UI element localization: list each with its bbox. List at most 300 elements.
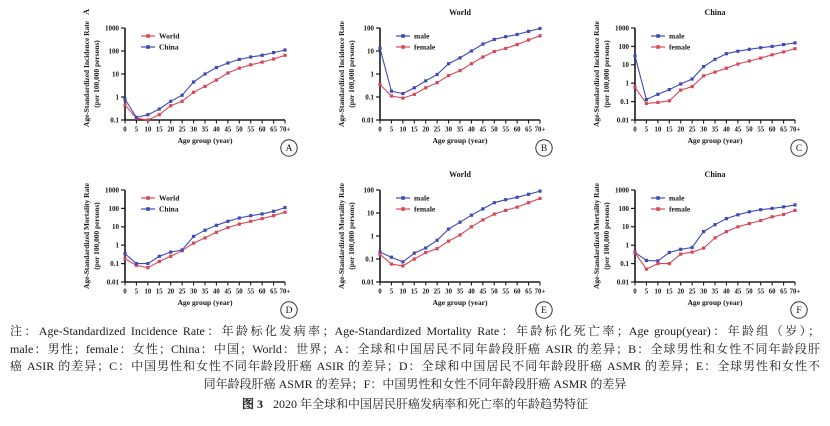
legend-marker — [146, 34, 150, 38]
series-male-marker — [645, 259, 648, 262]
series-female-marker — [527, 201, 530, 204]
legend-label: male — [669, 193, 685, 203]
legend-label: male — [414, 31, 430, 41]
series-World-marker — [123, 103, 126, 106]
series-female-marker — [679, 89, 682, 92]
series-female-marker — [424, 86, 427, 89]
x-tick-label: 35 — [711, 126, 719, 134]
series-China-marker — [135, 262, 138, 265]
panel-b — [300, 2, 562, 160]
x-tick-label: 55 — [247, 126, 255, 134]
x-tick-label: 30 — [700, 126, 707, 134]
panel-F-chart — [555, 164, 817, 322]
series-female-marker — [736, 225, 739, 228]
series-female-marker — [759, 57, 762, 60]
series-female-marker — [470, 225, 473, 228]
x-tick-label: 60 — [258, 288, 266, 296]
y-axis-label-line1: Age-Standardized Mortality Rate — [82, 183, 91, 289]
series-male-marker — [645, 98, 648, 101]
series-male-line — [380, 191, 540, 262]
series-female-marker — [378, 83, 381, 86]
series-female-marker — [771, 53, 774, 56]
x-tick-label: 0 — [123, 126, 127, 134]
x-tick-label: 20 — [167, 288, 175, 296]
series-World-marker — [283, 54, 286, 57]
x-tick-label: 65 — [270, 126, 277, 134]
x-tick-label: 60 — [513, 288, 521, 296]
series-female-marker — [527, 38, 530, 41]
series-male-marker — [436, 73, 439, 76]
series-male-marker — [481, 43, 484, 46]
y-tick-label: 1 — [625, 79, 629, 88]
x-tick-label: 40 — [723, 126, 730, 134]
y-tick-label: 10 — [622, 61, 629, 70]
x-tick-label: 55 — [757, 126, 765, 134]
y-axis-label-line1: Age-Standardized Incidence Rate — [82, 21, 91, 127]
series-male-marker — [782, 205, 785, 208]
series-World-marker — [123, 257, 126, 260]
series-female-marker — [538, 197, 541, 200]
x-tick-label: 45 — [734, 288, 742, 296]
legend-marker — [656, 207, 660, 211]
series-female-marker — [702, 74, 705, 77]
series-male-line — [635, 205, 795, 261]
legend-label: World — [159, 193, 180, 203]
x-tick-label: 35 — [201, 126, 209, 134]
panel-letter: C — [795, 144, 803, 155]
series-female-marker — [401, 264, 404, 267]
x-tick-label: 20 — [677, 126, 685, 134]
series-China-marker — [203, 229, 206, 232]
series-China-marker — [192, 80, 195, 83]
axes — [635, 28, 795, 120]
x-tick-label: 40 — [468, 288, 475, 296]
series-female-marker — [447, 240, 450, 243]
y-axis-label-line1: Age-Standardized Incidence Rate — [337, 21, 346, 127]
x-tick-label: 65 — [525, 126, 532, 134]
series-China-marker — [158, 255, 161, 258]
legend-label: female — [414, 42, 436, 52]
legend-marker — [656, 34, 660, 38]
series-China-marker — [123, 98, 126, 101]
series-World-marker — [203, 85, 206, 88]
series-female-marker — [713, 71, 716, 74]
x-tick-label: 15 — [155, 288, 163, 296]
panel-letter: A — [285, 144, 293, 155]
panel-e — [300, 164, 562, 322]
x-tick-label: 55 — [502, 126, 510, 134]
series-male-marker — [725, 52, 728, 55]
y-axis-label-line2: (per 100,000 persons) — [92, 40, 101, 108]
legend-label: female — [414, 204, 436, 214]
series-World-marker — [192, 91, 195, 94]
series-male-marker — [748, 48, 751, 51]
y-axis-label-line2: (per 100,000 persons) — [602, 202, 611, 270]
series-female-marker — [782, 50, 785, 53]
legend-marker — [401, 196, 405, 200]
series-female-marker — [668, 99, 671, 102]
series-World-marker — [169, 255, 172, 258]
series-World-marker — [215, 78, 218, 81]
series-China-marker — [261, 212, 264, 215]
series-World-marker — [215, 231, 218, 234]
series-China-marker — [169, 251, 172, 254]
series-World-marker — [238, 67, 241, 70]
x-tick-label: 30 — [445, 126, 452, 134]
legend-label: China — [159, 42, 179, 52]
series-male-marker — [691, 246, 694, 249]
x-tick-label: 15 — [410, 126, 418, 134]
series-World-line — [125, 212, 285, 268]
series-male-marker — [378, 47, 381, 50]
legend-marker — [146, 45, 150, 49]
series-female-marker — [725, 67, 728, 70]
x-tick-label: 65 — [270, 288, 277, 296]
series-China-marker — [226, 220, 229, 223]
legend-marker — [146, 207, 150, 211]
y-tick-label: 100 — [108, 204, 119, 213]
series-World-marker — [192, 242, 195, 245]
series-male-marker — [516, 33, 519, 36]
series-China-marker — [261, 54, 264, 57]
series-female-marker — [691, 251, 694, 254]
x-tick-label: 35 — [201, 288, 209, 296]
x-tick-label: 70+ — [279, 126, 291, 134]
series-male-marker — [633, 54, 636, 57]
legend-label: male — [669, 31, 685, 41]
series-China-marker — [158, 107, 161, 110]
x-tick-label: 50 — [235, 126, 243, 134]
x-tick-label: 60 — [768, 126, 776, 134]
x-tick-label: 45 — [224, 126, 232, 134]
series-female-marker — [645, 268, 648, 271]
y-tick-label: 100 — [363, 24, 374, 33]
series-female-marker — [504, 47, 507, 50]
series-male-marker — [481, 207, 484, 210]
series-female-marker — [390, 263, 393, 266]
axes — [635, 190, 795, 282]
series-male-marker — [470, 49, 473, 52]
series-China-marker — [283, 206, 286, 209]
x-tick-label: 5 — [134, 126, 139, 134]
panel-title: World — [449, 8, 471, 17]
x-tick-label: 50 — [745, 126, 753, 134]
legend-marker — [146, 196, 150, 200]
y-tick-label: 100 — [618, 204, 629, 213]
note-line-3: 癌 ASIR 的差异；C：中国男性和女性不同年龄段肝癌 ASIR 的差异；D：全球和中国居民不同年龄段肝癌 ASMR 的差异；E：全球男性和女性不 — [10, 359, 820, 373]
series-male-marker — [424, 79, 427, 82]
x-tick-label: 10 — [144, 288, 152, 296]
panel-title: China — [704, 8, 726, 17]
series-male-marker — [759, 46, 762, 49]
series-male-marker — [447, 62, 450, 65]
series-male-marker — [736, 50, 739, 53]
x-tick-label: 65 — [525, 288, 532, 296]
series-female-marker — [702, 247, 705, 250]
series-male-marker — [725, 217, 728, 220]
panel-C-chart — [555, 2, 817, 160]
x-tick-label: 25 — [433, 288, 441, 296]
x-tick-label: 65 — [780, 126, 787, 134]
legend-marker — [401, 207, 405, 211]
axis-top-mark: A — [82, 9, 91, 15]
y-tick-label: 100 — [108, 47, 119, 56]
panel-c — [555, 2, 817, 160]
series-female-marker — [748, 222, 751, 225]
y-axis-label-line1: Age-Standardized Mortality Rate — [592, 183, 601, 289]
series-female-marker — [447, 74, 450, 77]
series-female-marker — [633, 86, 636, 89]
series-female-marker — [633, 251, 636, 254]
legend-marker — [401, 45, 405, 49]
y-tick-label: 10 — [112, 70, 119, 79]
y-tick-label: 1000 — [615, 24, 629, 33]
series-female-marker — [645, 102, 648, 105]
series-male-marker — [702, 65, 705, 68]
x-tick-label: 50 — [235, 288, 243, 296]
series-female-marker — [793, 209, 796, 212]
series-World-marker — [272, 214, 275, 217]
series-female-marker — [401, 97, 404, 100]
x-tick-label: 70+ — [789, 288, 801, 296]
x-tick-label: 65 — [780, 288, 787, 296]
note-line-2: male：男性；female：女性；China：中国；World：世界；A：全球和中国居民不同年龄段肝癌 ASIR 的差异；B：全球男性和女性不同年龄段肝 — [10, 341, 820, 356]
series-male-marker — [390, 256, 393, 259]
panel-title: World — [449, 170, 471, 179]
series-World-marker — [283, 211, 286, 214]
x-tick-label: 40 — [468, 126, 475, 134]
x-tick-label: 45 — [479, 126, 487, 134]
x-tick-label: 35 — [456, 288, 464, 296]
series-female-marker — [424, 251, 427, 254]
x-axis-label: Age group (year) — [687, 136, 743, 145]
series-male-marker — [413, 86, 416, 89]
series-male-marker — [736, 213, 739, 216]
series-World-marker — [272, 57, 275, 60]
series-World-marker — [146, 266, 149, 269]
series-female-marker — [656, 101, 659, 104]
x-tick-label: 25 — [178, 288, 186, 296]
series-female-marker — [458, 233, 461, 236]
x-tick-label: 0 — [378, 126, 382, 134]
y-tick-label: 100 — [363, 186, 374, 195]
x-tick-label: 20 — [677, 288, 685, 296]
panel-letter: D — [285, 306, 293, 317]
x-tick-label: 45 — [224, 288, 232, 296]
x-tick-label: 0 — [378, 288, 382, 296]
figure-notes — [10, 323, 820, 414]
y-tick-label: 0.1 — [620, 260, 629, 268]
series-female-marker — [793, 47, 796, 50]
x-tick-label: 40 — [213, 126, 220, 134]
x-tick-label: 5 — [389, 126, 394, 134]
x-tick-label: 20 — [422, 126, 430, 134]
y-tick-label: 10 — [622, 223, 629, 232]
panel-letter: F — [796, 306, 802, 317]
series-male-marker — [401, 92, 404, 95]
x-tick-label: 5 — [644, 288, 649, 296]
x-tick-label: 30 — [700, 288, 707, 296]
series-male-marker — [538, 27, 541, 30]
series-China-marker — [215, 224, 218, 227]
series-female-marker — [771, 215, 774, 218]
figure-caption — [10, 396, 820, 414]
series-World-marker — [203, 236, 206, 239]
legend-label: World — [159, 31, 180, 41]
series-World-marker — [261, 217, 264, 220]
series-female-marker — [436, 81, 439, 84]
series-female-marker — [782, 213, 785, 216]
series-World-marker — [261, 61, 264, 64]
series-female-marker — [458, 69, 461, 72]
series-male-marker — [713, 58, 716, 61]
series-World-marker — [146, 118, 149, 121]
series-male-marker — [538, 190, 541, 193]
series-male-marker — [493, 201, 496, 204]
series-China-marker — [123, 252, 126, 255]
x-tick-label: 25 — [688, 126, 696, 134]
series-male-marker — [458, 221, 461, 224]
y-tick-label: 10 — [112, 223, 119, 232]
series-male-marker — [527, 30, 530, 33]
series-World-marker — [249, 63, 252, 66]
y-tick-label: 0.1 — [365, 255, 374, 264]
x-tick-label: 0 — [123, 288, 127, 296]
panel-f — [555, 164, 817, 322]
figure-title-text: 2020 年全球和中国居民肝癌发病率和死亡率的年龄趋势特征 — [273, 397, 589, 411]
x-tick-label: 25 — [178, 126, 186, 134]
x-axis-label: Age group (year) — [432, 136, 488, 145]
series-female-marker — [493, 50, 496, 53]
x-tick-label: 5 — [644, 126, 649, 134]
y-axis-label-line2: (per 100,000 persons) — [347, 202, 356, 270]
x-tick-label: 25 — [688, 288, 696, 296]
x-tick-label: 55 — [757, 288, 765, 296]
y-axis-label-line2: (per 100,000 persons) — [347, 40, 356, 108]
series-male-marker — [771, 45, 774, 48]
x-tick-label: 10 — [399, 126, 407, 134]
series-World-marker — [158, 260, 161, 263]
series-male-line — [380, 29, 540, 94]
series-World-marker — [238, 223, 241, 226]
series-male-marker — [668, 251, 671, 254]
series-male-marker — [793, 41, 796, 44]
x-tick-label: 10 — [144, 126, 152, 134]
x-tick-label: 45 — [479, 288, 487, 296]
series-World-marker — [226, 71, 229, 74]
legend-label: male — [414, 193, 430, 203]
series-female-marker — [504, 209, 507, 212]
series-male-marker — [504, 35, 507, 38]
y-tick-label: 0.01 — [361, 278, 374, 287]
series-female-marker — [516, 206, 519, 209]
series-female-marker — [516, 43, 519, 46]
y-tick-label: 0.1 — [110, 260, 119, 268]
series-female-marker — [713, 236, 716, 239]
x-tick-label: 40 — [213, 288, 220, 296]
series-female-marker — [668, 262, 671, 265]
legend-label: China — [159, 204, 179, 214]
series-male-marker — [527, 193, 530, 196]
x-tick-label: 30 — [190, 126, 197, 134]
y-tick-label: 0.01 — [616, 116, 629, 125]
panel-a — [45, 2, 307, 160]
series-China-marker — [238, 216, 241, 219]
x-tick-label: 5 — [389, 288, 394, 296]
legend-marker — [656, 45, 660, 49]
x-tick-label: 15 — [665, 126, 673, 134]
figure-number: 图 3 — [241, 397, 263, 411]
series-China-marker — [238, 58, 241, 61]
series-female-marker — [725, 230, 728, 233]
legend-label: female — [669, 204, 691, 214]
series-China-marker — [192, 235, 195, 238]
x-tick-label: 50 — [745, 288, 753, 296]
x-tick-label: 50 — [490, 126, 498, 134]
x-tick-label: 70+ — [534, 126, 546, 134]
y-tick-label: 1 — [115, 241, 119, 250]
series-male-marker — [436, 239, 439, 242]
series-China-marker — [215, 66, 218, 69]
series-male-marker — [401, 260, 404, 263]
series-female-marker — [481, 55, 484, 58]
series-male-marker — [759, 208, 762, 211]
x-tick-label: 55 — [247, 288, 255, 296]
x-tick-label: 15 — [410, 288, 418, 296]
series-China-marker — [272, 210, 275, 213]
x-tick-label: 30 — [445, 288, 452, 296]
x-tick-label: 60 — [768, 288, 776, 296]
panel-letter: E — [541, 306, 547, 317]
series-World-marker — [158, 113, 161, 116]
x-axis-label: Age group (year) — [687, 298, 743, 307]
x-tick-label: 20 — [167, 126, 175, 134]
note-line-4: 同年龄段肝癌 ASMR 的差异；F：中国男性和女性不同年龄段肝癌 ASMR 的差异 — [203, 376, 627, 391]
x-tick-label: 60 — [258, 126, 266, 134]
series-China-marker — [181, 94, 184, 97]
x-tick-label: 10 — [654, 288, 662, 296]
x-tick-label: 0 — [633, 126, 637, 134]
y-tick-label: 0.1 — [110, 116, 119, 125]
panel-B-chart — [300, 2, 562, 160]
series-male-marker — [504, 198, 507, 201]
y-tick-label: 1000 — [615, 186, 629, 195]
series-female-marker — [656, 262, 659, 265]
y-tick-label: 1000 — [105, 186, 119, 195]
y-tick-label: 0.01 — [106, 278, 119, 287]
legend-label: female — [669, 42, 691, 52]
series-female-marker — [493, 213, 496, 216]
y-axis-label-line1: Age-Standardized Incidence Rate — [592, 21, 601, 127]
series-female-marker — [481, 218, 484, 221]
panel-A-chart — [45, 2, 307, 160]
y-tick-label: 1 — [115, 93, 119, 102]
series-China-marker — [226, 61, 229, 64]
series-China-marker — [249, 55, 252, 58]
x-tick-label: 30 — [190, 288, 197, 296]
y-tick-label: 10 — [367, 209, 374, 218]
y-tick-label: 10 — [367, 47, 374, 56]
series-male-marker — [413, 252, 416, 255]
series-male-marker — [470, 214, 473, 217]
panel-title: China — [704, 170, 726, 179]
y-tick-label: 0.1 — [620, 98, 629, 106]
series-male-marker — [447, 228, 450, 231]
panel-letter: B — [540, 144, 548, 155]
series-China-marker — [146, 113, 149, 116]
series-female-marker — [679, 253, 682, 256]
series-China-marker — [272, 51, 275, 54]
